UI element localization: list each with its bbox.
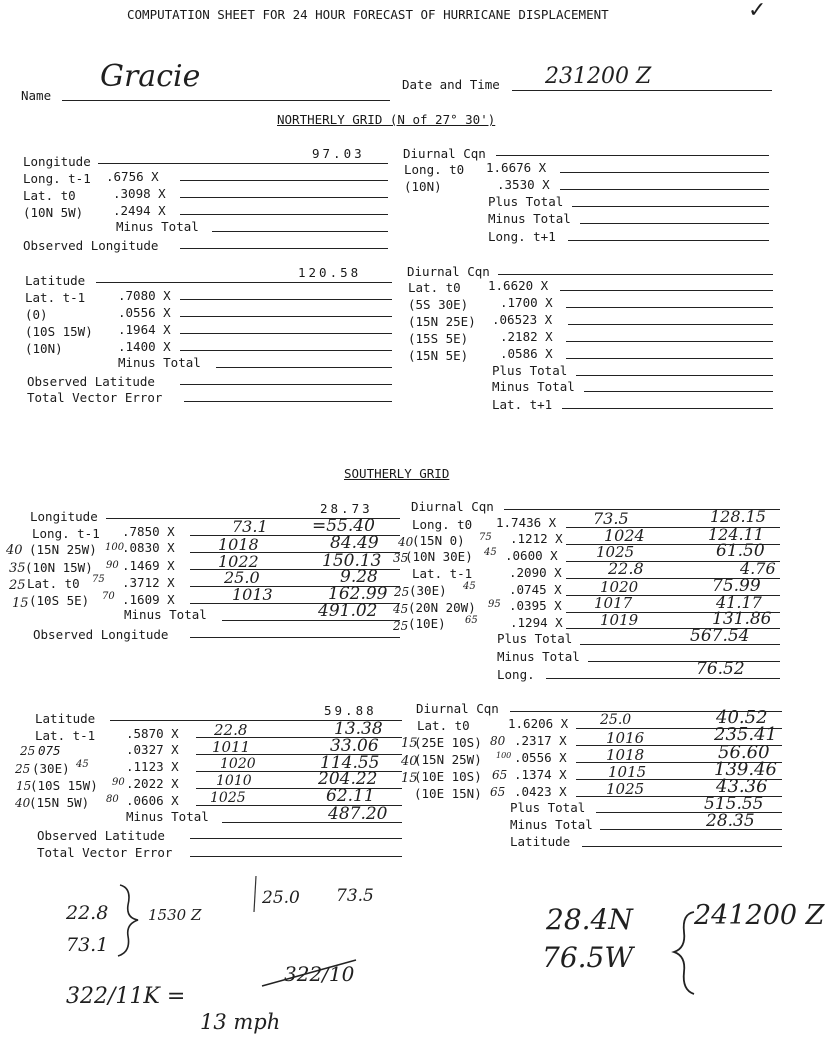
s-long-row-margin2: 100: [105, 542, 125, 553]
n-observed-latitude: Observed Latitude: [27, 374, 155, 389]
s-lat-diurnal-row-coef: .0556 X: [514, 750, 567, 765]
s-lat-row-input: 1010: [216, 773, 252, 789]
n-longitude-label: Longitude: [23, 154, 91, 169]
s-long-diurnal-row-input: 1020: [600, 578, 639, 596]
s-long-diurnal-row-product: 61.50: [716, 541, 765, 561]
s-long-diurnal-row-margin: 40: [398, 535, 414, 549]
s-lat-diurnal-row-margin2: 65: [492, 768, 508, 782]
s-long-diurnal-row-coef: .0395 X: [509, 598, 562, 613]
n-lat-minus-total-2: Minus Total: [492, 379, 575, 394]
s-lat-row-product: 204.22: [318, 769, 378, 789]
n-long-diurnal-row-coef: 1.6676 X: [486, 160, 547, 175]
note-speed: 13 mph: [200, 1010, 281, 1034]
n-lat-diurnal-label: Diurnal Cqn: [407, 264, 490, 279]
s-lat-diurnal-row-product: 56.60: [718, 742, 770, 763]
s-lat-row-margin2: 45: [76, 759, 89, 770]
s-lat-minus-total-value-2: 28.35: [706, 811, 755, 831]
n-lat-row-label: (10S 15W): [25, 324, 93, 339]
s-latitude-value: 59.88: [324, 703, 377, 718]
n-lat-diurnal-row-coef: 1.6620 X: [488, 278, 549, 293]
s-lat-diurnal-row-input: 1018: [606, 746, 645, 764]
s-lat-row-label: 075: [38, 743, 61, 758]
s-long-row-coef: .0830 X: [122, 540, 175, 555]
s-long-row-margin: 15: [12, 596, 29, 611]
s-lat-diurnal-row-input: 1025: [606, 780, 645, 798]
s-latitude-label: Latitude: [35, 711, 96, 726]
s-long-diurnal-row-label: (10N 30E): [405, 549, 473, 564]
s-lat-diurnal-row-label: (25E 10S): [414, 735, 482, 750]
s-long-row-label: Lat. t0: [27, 576, 80, 591]
s-long-row-coef: .1469 X: [122, 558, 175, 573]
s-lat-diurnal-row-coef: 1.6206 X: [508, 716, 569, 731]
s-lat-row-coef: .0606 X: [126, 793, 179, 808]
s-long-row-coef: .1609 X: [122, 592, 175, 607]
s-long-diurnal-row-coef: .2090 X: [509, 565, 562, 580]
s-lat-diurnal-row-product: 43.36: [716, 776, 768, 797]
s-long-diurnal-row-product: 128.15: [710, 507, 766, 526]
s-long-row-coef: .7850 X: [122, 524, 175, 539]
s-long-diurnal-row-label: (20N 20W): [408, 600, 476, 615]
s-lat-diurnal-row-margin: 40: [401, 754, 418, 769]
note-time-prev: 1530 Z: [148, 906, 202, 924]
s-lat-row-margin: 25: [15, 762, 31, 776]
s-lat-diurnal-row-input: 1015: [608, 763, 647, 781]
s-long-row-margin2: 75: [92, 574, 105, 585]
s-long-diurnal-row-coef: .1212 X: [510, 531, 563, 546]
s-long-diurnal-row-coef: .0745 X: [509, 582, 562, 597]
s-long-diurnal-row-product: 124.11: [708, 525, 764, 544]
n-long-diurnal-label: Diurnal Cqn: [403, 146, 486, 161]
name-value: Gracie: [100, 59, 201, 94]
n-long-t-plus-1: Long. t+1: [488, 229, 556, 244]
s-lat-row-coef: .0327 X: [126, 742, 179, 757]
s-lat-minus-total-value: 487.20: [328, 804, 388, 824]
n-long-diurnal-row-coef: .3530 X: [497, 177, 550, 192]
s-long-diurnal-row-input: 73.5: [593, 509, 629, 528]
s-long-row-input: 1022: [218, 552, 259, 571]
s-long-diurnal-row-product: 4.76: [740, 559, 776, 578]
n-long-row-label: Lat. t0: [23, 188, 76, 203]
n-latitude-label: Latitude: [25, 273, 86, 288]
n-long-row-label: (10N 5W): [23, 205, 84, 220]
s-long-diurnal-row-label: (10E): [408, 616, 446, 631]
s-long-row-input: 1013: [232, 585, 273, 604]
n-latitude-value: 120.58: [298, 265, 362, 280]
s-long-diurnal-row-input: 1024: [604, 526, 645, 545]
s-lat-plus-total: Plus Total: [510, 800, 586, 815]
n-lat-row-coef: .7080 X: [118, 288, 171, 303]
s-lat-row-margin: 25: [20, 744, 36, 758]
s-long-diurnal-row-coef: .1294 X: [510, 615, 563, 630]
check-mark: ✓: [748, 0, 767, 23]
s-lat-diurnal-row-coef: .0423 X: [514, 784, 567, 799]
s-long-row-input: 73.1: [232, 517, 268, 536]
s-lat-diurnal-row-margin2: 100: [496, 751, 512, 760]
s-long-diurnal-row-input: 1017: [594, 594, 633, 612]
note-forecast-time: 241200 Z: [694, 900, 825, 931]
s-lat-row-product: 33.06: [330, 736, 379, 756]
s-lat-row-coef: .2022 X: [126, 776, 179, 791]
s-lat-row-product: 13.38: [334, 719, 383, 739]
s-lat-result-label: Latitude: [510, 834, 571, 849]
s-lat-diurnal-row-product: 40.52: [716, 707, 768, 728]
s-lat-row-margin2: 80: [106, 794, 119, 805]
s-lat-diurnal-row-coef: .1374 X: [514, 767, 567, 782]
s-lat-row-label: Lat. t-1: [35, 728, 96, 743]
s-long-row-product: 84.49: [330, 533, 379, 553]
s-long-row-product: =55.40: [312, 516, 375, 536]
s-long-diurnal-label: Diurnal Cqn: [411, 499, 494, 514]
note-lat-prev: 22.8: [66, 902, 109, 924]
s-long-diurnal-row-input: 1025: [596, 543, 635, 561]
n-long-minus-total-2: Minus Total: [488, 211, 571, 226]
s-long-diurnal-row-input: 22.8: [608, 559, 644, 578]
n-lat-row-coef: .1400 X: [118, 339, 171, 354]
s-long-row-input: 1018: [218, 535, 259, 554]
s-long-row-coef: .3712 X: [122, 575, 175, 590]
s-lat-minus-total: Minus Total: [126, 809, 209, 824]
s-lat-row-input: 1020: [220, 756, 256, 772]
s-long-row-product: 150.13: [322, 551, 382, 571]
s-long-row-label: Long. t-1: [32, 526, 100, 541]
s-lat-plus-total-value: 515.55: [704, 794, 764, 814]
s-long-diurnal-row-margin2: 75: [479, 532, 492, 543]
s-lat-row-margin2: 90: [112, 777, 125, 788]
s-lat-row-product: 62.11: [326, 786, 375, 806]
s-long-minus-total-2: Minus Total: [497, 649, 580, 664]
s-long-diurnal-row-margin2: 45: [484, 547, 497, 558]
s-lat-row-margin: 40: [15, 796, 31, 810]
s-lat-diurnal-row-margin2: 65: [490, 785, 506, 799]
s-long-row-margin2: 90: [106, 560, 119, 571]
n-long-row-coef: .6756 X: [106, 169, 159, 184]
n-lat-row-label: Lat. t-1: [25, 290, 86, 305]
s-long-row-label: (15N 25W): [29, 542, 97, 557]
s-lat-diurnal-row-label: Lat. t0: [417, 718, 470, 733]
n-lat-diurnal-row-label: (15N 25E): [408, 314, 476, 329]
s-long-diurnal-row-margin2: 95: [488, 599, 501, 610]
s-lat-row-input: 22.8: [214, 721, 248, 739]
n-long-row-label: Long. t-1: [23, 171, 91, 186]
n-lat-minus-total: Minus Total: [118, 355, 201, 370]
s-long-diurnal-row-coef: 1.7436 X: [496, 515, 557, 530]
s-long-row-label: (10N 15W): [25, 560, 93, 575]
s-lat-minus-total-2: Minus Total: [510, 817, 593, 832]
n-lat-diurnal-row-label: (15S 5E): [408, 331, 469, 346]
s-long-minus-total-value: 491.02: [318, 601, 378, 621]
s-lat-diurnal-row-margin2: 80: [490, 734, 506, 748]
sheet-title: COMPUTATION SHEET FOR 24 HOUR FORECAST OF HURRICANE DISPLACEMENT: [127, 7, 609, 22]
s-lat-row-label: (10S 15W): [30, 778, 98, 793]
s-long-plus-total: Plus Total: [497, 631, 573, 646]
n-total-vector-error: Total Vector Error: [27, 390, 163, 405]
n-long-plus-total: Plus Total: [488, 194, 564, 209]
n-lat-diurnal-row-coef: .0586 X: [500, 346, 553, 361]
date-label: Date and Time: [402, 77, 500, 92]
s-long-diurnal-row-label: (30E): [409, 583, 447, 598]
s-long-minus-total: Minus Total: [124, 607, 207, 622]
note-lon-prev: 73.1: [66, 934, 109, 956]
n-long-diurnal-row-label: (10N): [404, 179, 442, 194]
n-lat-diurnal-row-coef: .2182 X: [500, 329, 553, 344]
s-longitude-value: 28.73: [320, 501, 373, 516]
brace-left-notes: [118, 885, 138, 956]
s-lat-diurnal-label: Diurnal Cqn: [416, 701, 499, 716]
northerly-heading: NORTHERLY GRID (N of 27° 30'): [277, 112, 496, 127]
s-lat-row-margin: 15: [16, 779, 32, 793]
s-lat-row-coef: .5870 X: [126, 726, 179, 741]
note-forecast-lon: 76.5W: [542, 941, 634, 974]
n-observed-longitude: Observed Longitude: [23, 238, 159, 253]
s-long-diurnal-row-label: (15N 0): [412, 533, 465, 548]
s-longitude-label: Longitude: [30, 509, 98, 524]
southerly-heading: SOUTHERLY GRID: [344, 466, 450, 481]
s-long-plus-total-value: 567.54: [690, 626, 750, 646]
s-lat-diurnal-row-product: 235.41: [714, 724, 777, 745]
note-lat-now: 25.0: [262, 888, 300, 908]
s-observed-longitude: Observed Longitude: [33, 627, 169, 642]
n-long-diurnal-row-label: Long. t0: [404, 162, 465, 177]
s-lat-row-input: 1011: [212, 738, 251, 756]
s-lat-diurnal-row-input: 25.0: [600, 712, 632, 728]
s-long-diurnal-row-coef: .0600 X: [505, 548, 558, 563]
s-long-diurnal-row-label: Long. t0: [412, 517, 473, 532]
s-lat-diurnal-row-input: 1016: [606, 729, 645, 747]
s-long-result-label: Long.: [497, 667, 535, 682]
s-lat-row-label: (15N 5W): [29, 795, 90, 810]
s-long-row-product: 9.28: [340, 567, 378, 587]
n-lat-diurnal-row-label: (5S 30E): [408, 297, 469, 312]
s-lat-row-product: 114.55: [320, 753, 380, 773]
s-long-row-product: 162.99: [328, 584, 388, 604]
note-distance-calc: 322/11K =: [66, 984, 186, 1009]
note-forecast-lat: 28.4N: [546, 903, 633, 936]
s-long-row-margin: 40: [6, 543, 23, 558]
s-long-diurnal-row-margin: 35: [393, 551, 409, 565]
s-lat-row-label: (30E): [32, 761, 70, 776]
s-lat-row-coef: .1123 X: [126, 759, 179, 774]
n-long-row-coef: .3098 X: [113, 186, 166, 201]
s-long-diurnal-row-input: 1019: [600, 611, 639, 629]
s-lat-diurnal-row-product: 139.46: [714, 759, 777, 780]
name-label: Name: [21, 88, 52, 103]
note-lon-now: 73.5: [336, 886, 374, 906]
n-lat-diurnal-row-coef: .06523 X: [492, 312, 553, 327]
s-long-diurnal-row-label: Lat. t-1: [412, 566, 473, 581]
s-long-diurnal-row-product: 131.86: [712, 609, 772, 629]
s-long-row-label: (10S 5E): [29, 593, 90, 608]
s-lat-diurnal-row-label: (10E 15N): [414, 786, 482, 801]
s-long-row-input: 25.0: [224, 568, 260, 587]
s-lat-diurnal-row-margin: 15: [401, 736, 418, 751]
s-lat-row-input: 1025: [210, 790, 246, 806]
s-long-diurnal-row-margin2: 45: [463, 581, 476, 592]
brace-forecast: [674, 912, 694, 994]
n-long-row-coef: .2494 X: [113, 203, 166, 218]
s-long-diurnal-row-margin2: 65: [465, 615, 478, 626]
n-lat-row-label: (0): [25, 307, 48, 322]
s-long-row-margin: 35: [9, 561, 26, 576]
s-lat-diurnal-row-margin: 15: [401, 771, 418, 786]
s-long-row-margin: 25: [9, 578, 26, 593]
n-long-minus-total: Minus Total: [116, 219, 199, 234]
s-long-result-value: 76.52: [696, 659, 745, 679]
s-observed-latitude: Observed Latitude: [37, 828, 165, 843]
n-lat-plus-total: Plus Total: [492, 363, 568, 378]
n-lat-row-label: (10N): [25, 341, 63, 356]
s-long-diurnal-row-margin: 45: [393, 602, 409, 616]
n-lat-diurnal-row-coef: .1700 X: [500, 295, 553, 310]
s-long-diurnal-row-margin: 25: [393, 619, 409, 633]
s-long-diurnal-row-product: 75.99: [712, 576, 761, 596]
s-lat-diurnal-row-label: (10E 10S): [414, 769, 482, 784]
note-crossed: 322/10: [284, 962, 355, 986]
n-lat-row-coef: .0556 X: [118, 305, 171, 320]
tick-mark: [254, 876, 256, 912]
s-long-diurnal-row-margin: 25: [394, 585, 410, 599]
s-total-vector-error: Total Vector Error: [37, 845, 173, 860]
n-lat-t-plus-1: Lat. t+1: [492, 397, 553, 412]
s-lat-diurnal-row-coef: .2317 X: [514, 733, 567, 748]
date-value: 231200 Z: [545, 64, 652, 89]
n-longitude-value: 97.03: [312, 146, 365, 161]
n-lat-row-coef: .1964 X: [118, 322, 171, 337]
n-lat-diurnal-row-label: Lat. t0: [408, 280, 461, 295]
s-long-diurnal-row-product: 41.17: [716, 593, 762, 612]
s-lat-diurnal-row-label: (15N 25W): [414, 752, 482, 767]
s-long-row-margin2: 70: [102, 591, 115, 602]
n-lat-diurnal-row-label: (15N 5E): [408, 348, 469, 363]
